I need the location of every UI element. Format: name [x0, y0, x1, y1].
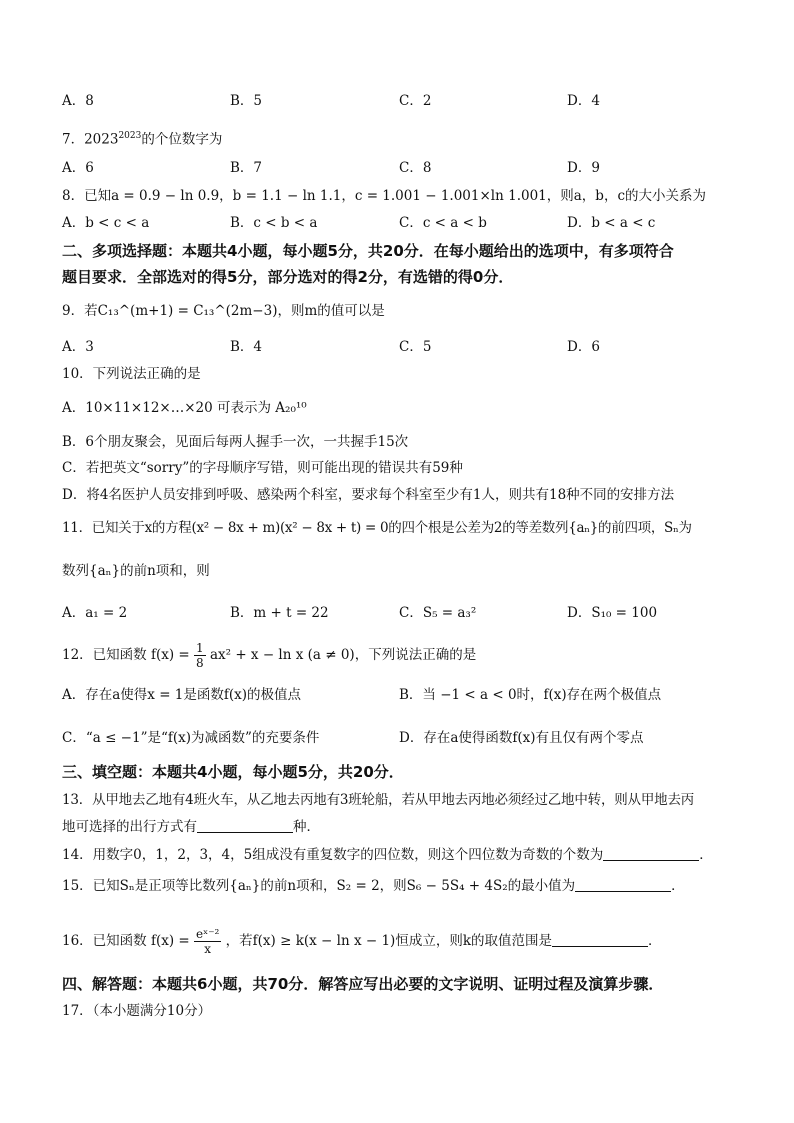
- q12-option-c: C．“a ≤ −1”是“f(x)为减函数”的充要条件: [62, 730, 320, 746]
- section-4-heading: 四、解答题：本题共6小题，共70分．解答应写出必要的文字说明、证明过程及演算步骤．: [62, 975, 664, 993]
- q7-option-a: A．6: [62, 160, 94, 176]
- q13-answer-blank[interactable]: [197, 818, 293, 833]
- q6-option-c: C．2: [399, 93, 432, 109]
- q7-option-c: C．8: [399, 160, 432, 176]
- question-8: 8．已知a = 0.9 − ln 0.9，b = 1.1 − ln 1.1，c = 1.001 − 1.001×ln 1.001，则a，b，c的大小关系为: [62, 188, 706, 204]
- q9-option-c: C．5: [399, 339, 432, 355]
- q10-option-d: D．将4名医护人员安排到呼吸、感染两个科室，要求每个科室至少有1人，则共有18种不同的安排方法: [62, 487, 675, 503]
- q6-option-b: B．5: [230, 93, 263, 109]
- section-2-heading: 二、多项选择题：本题共4小题，每小题5分，共20分．在每小题给出的选项中，有多项符合: [62, 242, 674, 260]
- q15-answer-blank[interactable]: [575, 877, 671, 892]
- q8-option-d: D．b < a < c: [567, 215, 656, 231]
- question-10: 10．下列说法正确的是: [62, 366, 201, 382]
- q8-option-b: B．c < b < a: [230, 215, 318, 231]
- q10-option-c: C．若把英文“sorry”的字母顺序写错，则可能出现的错误共有59种: [62, 460, 463, 476]
- question-11-cont: 数列{aₙ}的前n项和，则: [62, 563, 210, 579]
- q11-option-d: D．S₁₀ = 100: [567, 605, 658, 621]
- q6-option-d: D．4: [567, 93, 600, 109]
- question-12: 12．已知函数 f(x) = $\frac{1}{8}$ ax² + x − ln x (a ≠ 0)，下列说法正确的是: [62, 641, 477, 670]
- question-9: 9．若C₁₃^(m+1) = C₁₃^(2m−3)，则m的值可以是: [62, 303, 385, 319]
- q7-option-b: B．7: [230, 160, 263, 176]
- q12-option-a: A．存在a使得x = 1是函数f(x)的极值点: [62, 687, 302, 703]
- question-7: 7．$2023^{2023}$的个位数字为: [62, 131, 223, 148]
- q16-fraction: $\frac{\text{eˣ⁻²}}{x}$: [196, 927, 220, 956]
- q10-option-a: A．10×11×12×…×20 可表示为 A₂₀¹⁰: [62, 400, 307, 416]
- question-14: 14．用数字0，1，2，3，4，5组成没有重复数字的四位数，则这个四位数为奇数的个数为 ．: [62, 847, 713, 863]
- q11-option-c: C．S₅ = a₃²: [399, 605, 477, 621]
- question-17: 17．（本小题满分10分）: [62, 1003, 212, 1019]
- q9-option-d: D．6: [567, 339, 600, 355]
- q6-option-a: A．8: [62, 93, 94, 109]
- question-13-cont: 地可选择的出行方式有 种．: [62, 819, 320, 835]
- q12-option-b: B．当 −1 < a < 0时，f(x)存在两个极值点: [399, 687, 662, 703]
- q14-answer-blank[interactable]: [603, 846, 699, 861]
- q11-option-a: A．a₁ = 2: [62, 605, 128, 621]
- question-15: 15．已知Sₙ是正项等比数列{aₙ}的前n项和，S₂ = 2，则S₆ − 5S₄ + 4S₂的最小值为 ．: [62, 878, 685, 894]
- section-2-heading-cont: 题目要求．全部选对的得5分，部分选对的得2分，有选错的得0分．: [62, 268, 514, 286]
- q12-fraction: $\frac{1}{8}$: [196, 641, 204, 670]
- q9-option-b: B．4: [230, 339, 263, 355]
- q7-option-d: D．9: [567, 160, 600, 176]
- q16-answer-blank[interactable]: [552, 932, 648, 947]
- q8-option-a: A．b < c < a: [62, 215, 150, 231]
- q9-option-a: A．3: [62, 339, 94, 355]
- q12-option-d: D．存在a使得函数f(x)有且仅有两个零点: [399, 730, 644, 746]
- question-11: 11．已知关于x的方程(x² − 8x + m)(x² − 8x + t) = 0的四个根是公差为2的等差数列{aₙ}的前四项，Sₙ为: [62, 520, 692, 536]
- question-13: 13．从甲地去乙地有4班火车，从乙地去丙地有3班轮船，若从甲地去丙地必须经过乙地中转，则从甲地去丙: [62, 792, 695, 808]
- q11-option-b: B．m + t = 22: [230, 605, 329, 621]
- q10-option-b: B．6个朋友聚会，见面后每两人握手一次，一共握手15次: [62, 434, 409, 450]
- question-16: 16．已知函数 f(x) = $\frac{\text{eˣ⁻²}}{x}$ ，若f(x) ≥ k(x − ln x − 1)恒成立，则k的取值范围是 ．: [62, 927, 662, 956]
- q8-option-c: C．c < a < b: [399, 215, 487, 231]
- section-3-heading: 三、填空题：本题共4小题，每小题5分，共20分．: [62, 763, 404, 781]
